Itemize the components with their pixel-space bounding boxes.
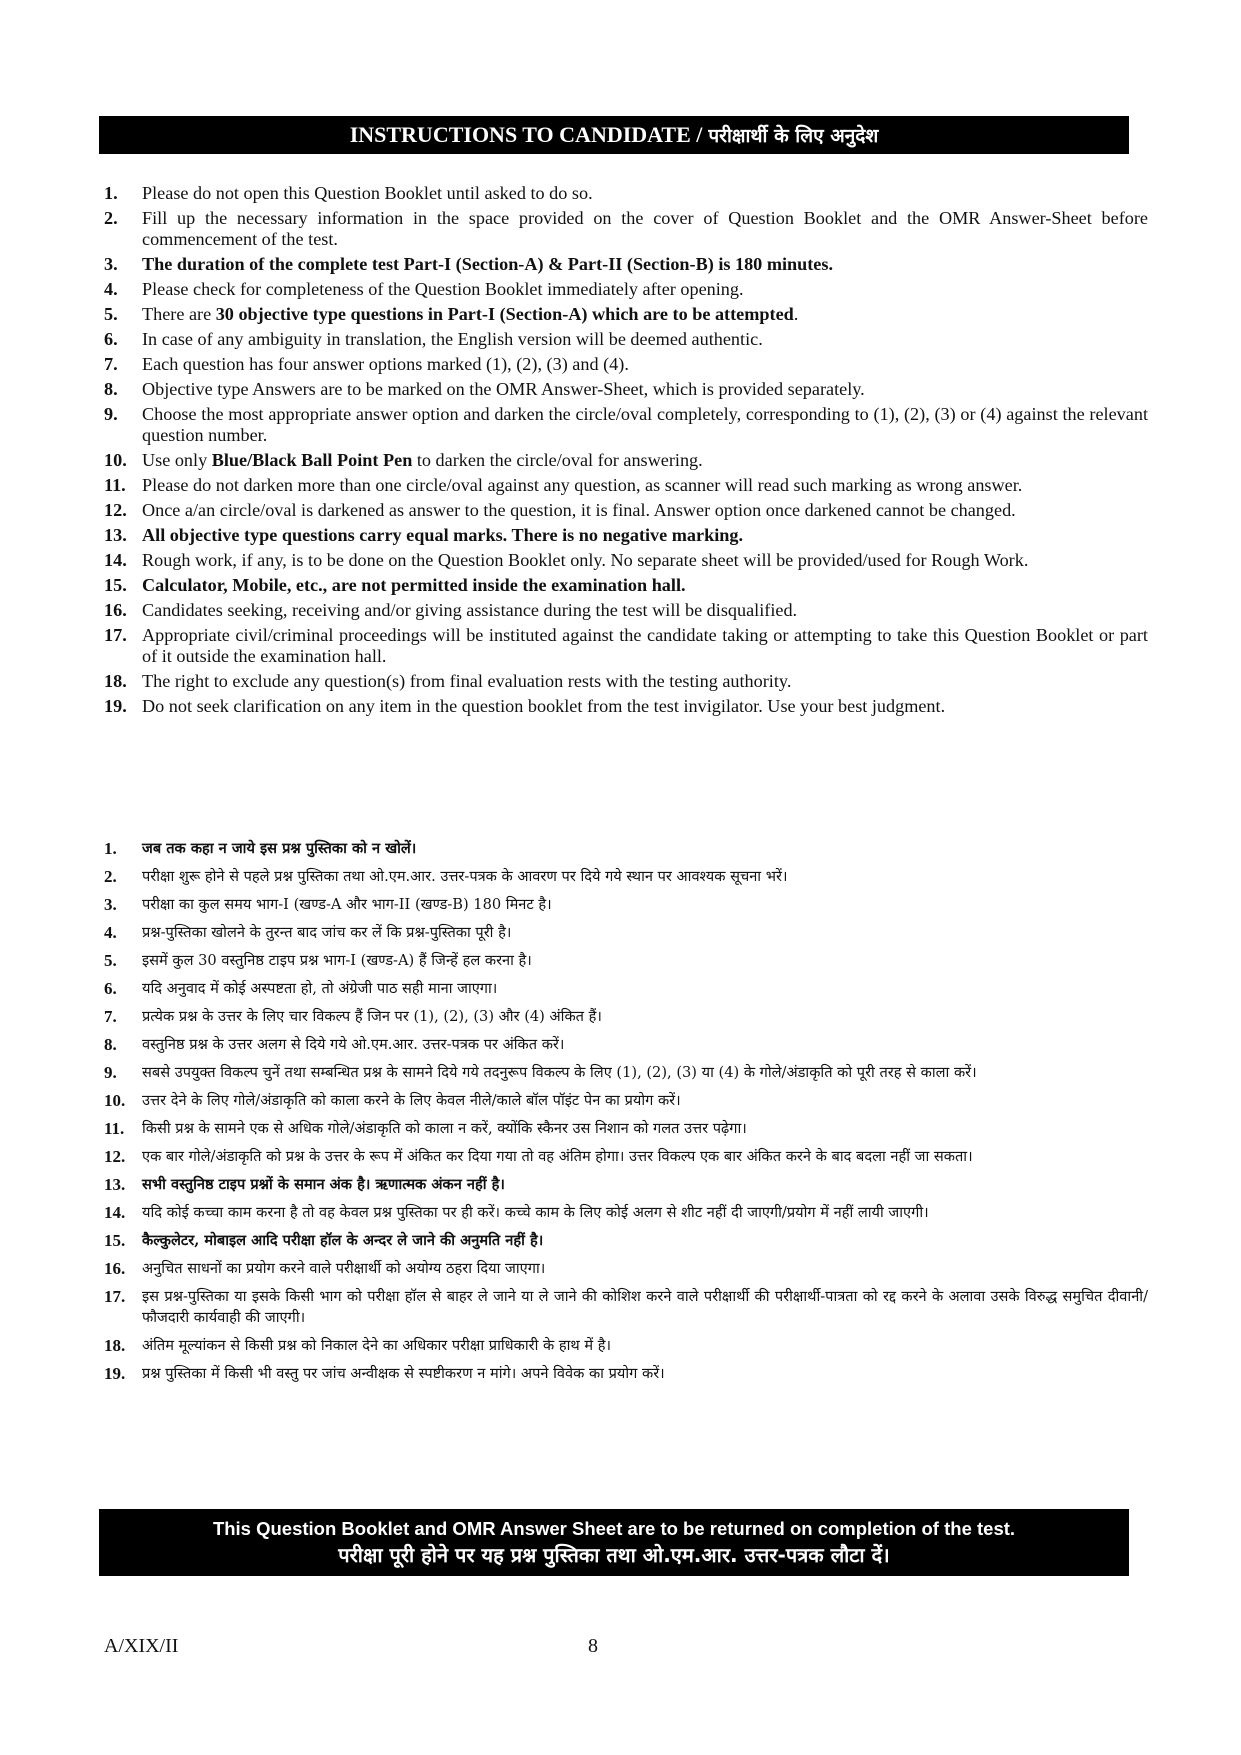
title-hindi: परीक्षार्थी के लिए अनुदेश (708, 125, 879, 147)
instruction-item: 16. Candidates seeking, receiving and/or giving assistance during the test will be disqualified. (104, 600, 798, 620)
instruction-item: 10. Use only Blue/Black Ball Point Pen to darken the circle/oval for answering. (104, 450, 703, 470)
instruction-item: 18. The right to exclude any question(s) from final evaluation rests with the testing authority. (104, 671, 792, 691)
instruction-item-hindi: 10. उत्तर देने के लिए गोले/अंडाकृति को काला करने के लिए केवल नीले/काले बॉल पॉइंट पेन का प्रयोग करें। (104, 1091, 681, 1110)
instruction-item-hindi: 3. परीक्षा का कुल समय भाग-I (खण्ड-A और भाग-II (खण्ड-B) 180 मिनट है। (104, 895, 552, 914)
instruction-item-hindi: 2. परीक्षा शुरू होने से पहले प्रश्न पुस्तिका तथा ओ.एम.आर. उत्तर-पत्रक के आवरण पर दिये गये स्थान पर आवश्यक सूचना भरें। (104, 867, 788, 886)
instruction-item: 14. Rough work, if any, is to be done on the Question Booklet only. No separate sheet will be provided/used for Rough Work. (104, 550, 1029, 570)
instruction-item: 17. Appropriate civil/criminal proceedings will be instituted against the candidate taking or attempting to take this Question Booklet or part of it outside the examination hall. (104, 625, 1148, 666)
instruction-item-hindi: 12. एक बार गोले/अंडाकृति को प्रश्न के उत्तर के रूप में अंकित कर दिया गया तो वह अंतिम होगा। उत्तर विकल्प एक बार अंकित करने के बाद बदला नहीं जा सकता। (104, 1147, 973, 1166)
instruction-item-hindi: 17. इस प्रश्न-पुस्तिका या इसके किसी भाग को परीक्षा हॉल से बाहर ले जाने या ले जाने की कोशिश करने वाले परीक्षार्थी की परीक्षार्थी-पात्रता को रद्द करने के अलावा उसके विरुद्ध समुचित दीवानी/फौजदारी कार्यवाही की जाएगी। (104, 1287, 1148, 1326)
instruction-item-hindi: 13. सभी वस्तुनिष्ठ टाइप प्रश्नों के समान अंक है। ऋणात्मक अंकन नहीं है। (104, 1175, 505, 1194)
instructions-title-bar (99, 116, 1129, 154)
instruction-item: 12. Once a/an circle/oval is darkened as answer to the question, it is final. Answer option once darkened cannot be changed. (104, 500, 1016, 520)
instruction-item-hindi: 6. यदि अनुवाद में कोई अस्पष्टता हो, तो अंग्रेजी पाठ सही माना जाएगा। (104, 979, 498, 998)
instruction-item-hindi: 5. इसमें कुल 30 वस्तुनिष्ठ टाइप प्रश्न भाग-I (खण्ड-A) हैं जिन्हें हल करना है। (104, 951, 532, 970)
instruction-item-hindi: 19. प्रश्न पुस्तिका में किसी भी वस्तु पर जांच अन्वीक्षक से स्पष्टीकरण न मांगे। अपने विवेक का प्रयोग करें। (104, 1364, 665, 1383)
instruction-item-hindi: 1. जब तक कहा न जाये इस प्रश्न पुस्तिका को न खोलें। (104, 839, 417, 858)
title-english: INSTRUCTIONS TO CANDIDATE / (349, 122, 703, 147)
instruction-item: 4. Please check for completeness of the Question Booklet immediately after opening. (104, 279, 744, 299)
instruction-item: 7. Each question has four answer options marked (1), (2), (3) and (4). (104, 354, 629, 374)
booklet-code: A/XIX/II (104, 1635, 179, 1657)
instruction-item-hindi: 16. अनुचित साधनों का प्रयोग करने वाले परीक्षार्थी को अयोग्य ठहरा दिया जाएगा। (104, 1259, 546, 1278)
instructions-hindi-list (104, 838, 1148, 1391)
instruction-item-hindi: 4. प्रश्न-पुस्तिका खोलने के तुरन्त बाद जांच कर लें कि प्रश्न-पुस्तिका पूरी है। (104, 923, 512, 942)
instruction-item-hindi: 18. अंतिम मूल्यांकन से किसी प्रश्न को निकाल देने का अधिकार परीक्षा प्राधिकारी के हाथ में है। (104, 1336, 612, 1355)
instruction-item-hindi: 11. किसी प्रश्न के सामने एक से अधिक गोले/अंडाकृति को काला न करें, क्योंकि स्कैनर उस निशान को गलत उत्तर पढ़ेगा। (104, 1119, 747, 1138)
instruction-item-hindi: 14. यदि कोई कच्चा काम करना है तो वह केवल प्रश्न पुस्तिका पर ही करें। कच्चे काम के लिए कोई अलग से शीट नहीं दी जाएगी/प्रयोग में नहीं लायी जाएगी। (104, 1203, 929, 1222)
instruction-item-hindi: 8. वस्तुनिष्ठ प्रश्न के उत्तर अलग से दिये गये ओ.एम.आर. उत्तर-पत्रक पर अंकित करें। (104, 1035, 565, 1054)
page-number: 8 (588, 1635, 598, 1657)
instruction-item: 6. In case of any ambiguity in translation, the English version will be deemed authentic. (104, 329, 763, 349)
return-booklet-notice (99, 1509, 1129, 1576)
instruction-item: 19. Do not seek clarification on any item in the question booklet from the test invigilator. Use your best judgment. (104, 696, 946, 716)
instruction-item: 15. Calculator, Mobile, etc., are not permitted inside the examination hall. (104, 575, 686, 595)
instruction-item: 3. The duration of the complete test Part-I (Section-A) & Part-II (Section-B) is 180 minutes. (104, 254, 834, 274)
instruction-item: 5. There are 30 objective type questions in Part-I (Section-A) which are to be attempted. (104, 304, 799, 324)
notice-english: This Question Booklet and OMR Answer Sheet are to be returned on completion of the test. (212, 1518, 1016, 1539)
instruction-item-hindi: 15. कैल्कुलेटर, मोबाइल आदि परीक्षा हॉल के अन्दर ले जाने की अनुमति नहीं है। (104, 1231, 544, 1250)
instruction-item: 11. Please do not darken more than one circle/oval against any question, as scanner will read such marking as wrong answer. (104, 475, 1023, 495)
instruction-item: 9. Choose the most appropriate answer option and darken the circle/oval completely, corresponding to (1), (2), (3) or (4) against the relevant question number. (104, 404, 1148, 445)
instruction-item: 13. All objective type questions carry equal marks. There is no negative marking. (104, 525, 744, 545)
instruction-item-hindi: 9. सबसे उपयुक्त विकल्प चुनें तथा सम्बन्धित प्रश्न के सामने दिये गये तदनुरूप विकल्प के लिए (1), (2), (3) या (4) के गोले/अंडाकृति को पूरी तरह से काला करें। (104, 1063, 977, 1082)
instructions-english-list (104, 183, 1148, 721)
notice-hindi: परीक्षा पूरी होने पर यह प्रश्न पुस्तिका तथा ओ.एम.आर. उत्तर-पत्रक लौटा दें। (338, 1543, 890, 1567)
instruction-item: 8. Objective type Answers are to be marked on the OMR Answer-Sheet, which is provided separately. (104, 379, 865, 399)
instruction-item: 2. Fill up the necessary information in the space provided on the cover of Question Booklet and the OMR Answer-Sheet before commencement of the test. (104, 208, 1148, 249)
instruction-item: 1. Please do not open this Question Booklet until asked to do so. (104, 183, 593, 203)
instruction-item-hindi: 7. प्रत्येक प्रश्न के उत्तर के लिए चार विकल्प हैं जिन पर (1), (2), (3) और (4) अंकित हैं। (104, 1007, 602, 1026)
